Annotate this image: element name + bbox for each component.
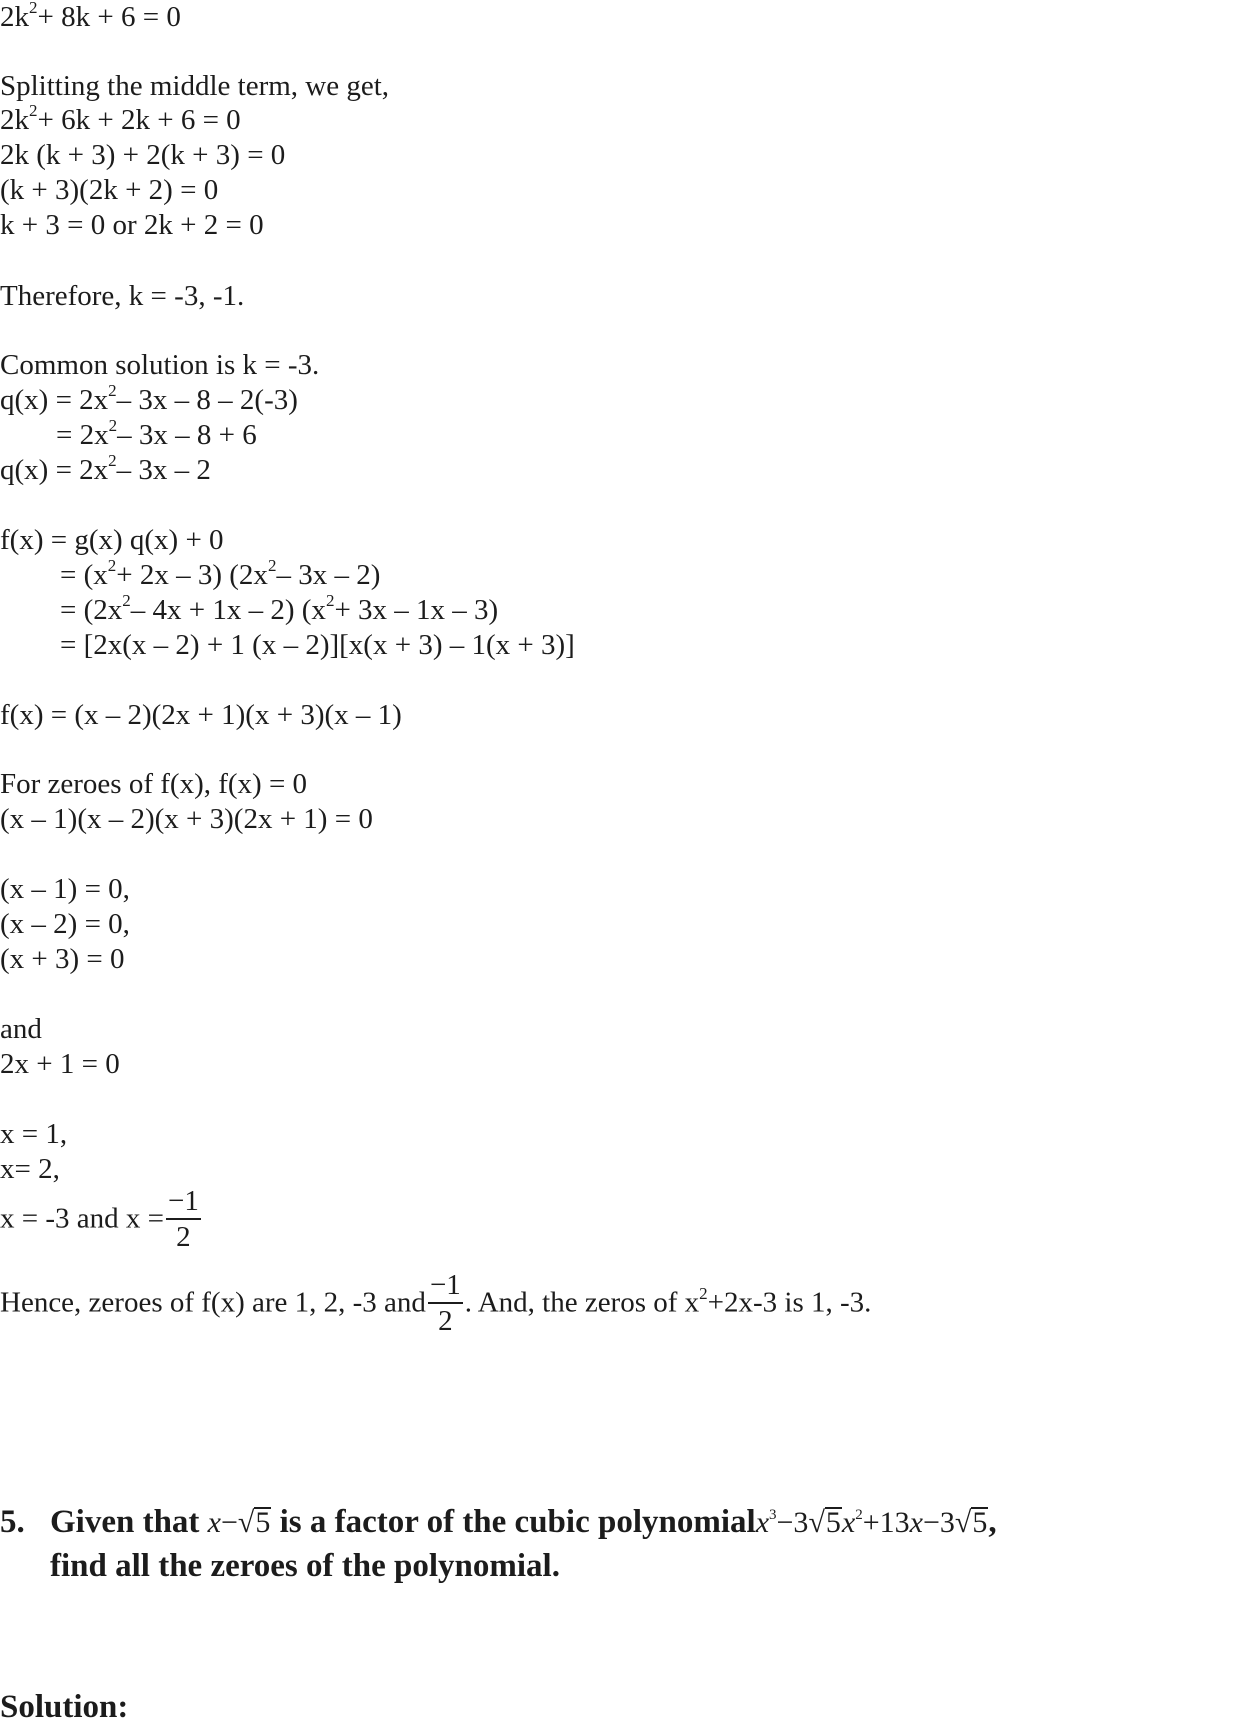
equation-line: = [2x(x – 2) + 1 (x – 2)][x(x + 3) – 1(x + 3)] [60, 629, 575, 661]
equation-line: $2k^2+ 6k + 2k + 6 = 0$ [0, 101, 241, 136]
equation-line: = $(x^2+ 2x - 3)$ ($2x^2-$ 3x – 2) [60, 556, 381, 591]
equation-line: 2k (k + 3) + 2(k + 3) = 0 [0, 139, 286, 171]
factor-expression: x−√5 [207, 1506, 271, 1539]
text-line: and [0, 1013, 42, 1045]
equation-line: $q(x) = 2x^2-$ 3x – 2 [0, 451, 211, 486]
question-line-1: Given that x−√5 is a factor of the cubic $polynomialx^3-3√5x^2+13x-3√5$, [50, 1504, 997, 1540]
text-line: Hence, zeroes of f(x) are 1, 2, -3 and $\frac{-1}{2}$ . And, the zeros of $x^2+2x-3$ is 1, -3. [0, 1269, 872, 1337]
text-line: Common solution is k = -3. [0, 349, 320, 381]
equation-line: = ($2x^2-$ 4x + 1x – 2) $(x^2+ 3x - 1x - 3)$ [60, 591, 499, 626]
equation-line: f(x) = g(x) q(x) + 0 [0, 524, 224, 556]
equation-line: $q(x) = 2x^2-$ 3x – 8 – 2(-3) [0, 381, 298, 416]
equation-line: (x – 1)(x – 2)(x + 3)(2x + 1) = 0 [0, 803, 373, 835]
equation-line: (k + 3)(2k + 2) = 0 [0, 174, 219, 206]
text-line: Therefore, k = -3, -1. [0, 280, 245, 312]
question-number: 5. [0, 1504, 25, 1540]
solution-heading: Solution: [0, 1689, 129, 1725]
equation-line: x = 1, [0, 1118, 68, 1150]
equation-line: 2x + 1 = 0 [0, 1048, 120, 1080]
text-line: Splitting the middle term, we get, [0, 70, 390, 102]
fraction: $\frac{-1}{2}$ [168, 1185, 199, 1253]
text-line: For zeroes of f(x), f(x) = 0 [0, 768, 308, 800]
equation-line: (x – 2) = 0, [0, 908, 130, 940]
equation-line: $2k^2+ 8k + 6 = 0$ [0, 0, 181, 33]
equation-line: f(x) = (x – 2)(2x + 1)(x + 3)(x – 1) [0, 699, 402, 731]
equation-line: (x – 1) = 0, [0, 873, 130, 905]
equation-line: (x + 3) = 0 [0, 943, 125, 975]
equation-line: x = -3 and x = $\frac{-1}{2}$ [0, 1185, 199, 1253]
equation-line: k + 3 = 0 or 2k + 2 = 0 [0, 209, 264, 241]
equation-line: = $2x^2-$ 3x – 8 + 6 [56, 416, 257, 451]
question-line-2: find all the zeroes of the polynomial. [50, 1548, 560, 1584]
equation-line: x= 2, [0, 1153, 60, 1185]
fraction: $\frac{-1}{2}$ [429, 1269, 461, 1337]
polynomial-expression: $x^3-3√5x^2+13x-3√5$ [755, 1506, 988, 1539]
